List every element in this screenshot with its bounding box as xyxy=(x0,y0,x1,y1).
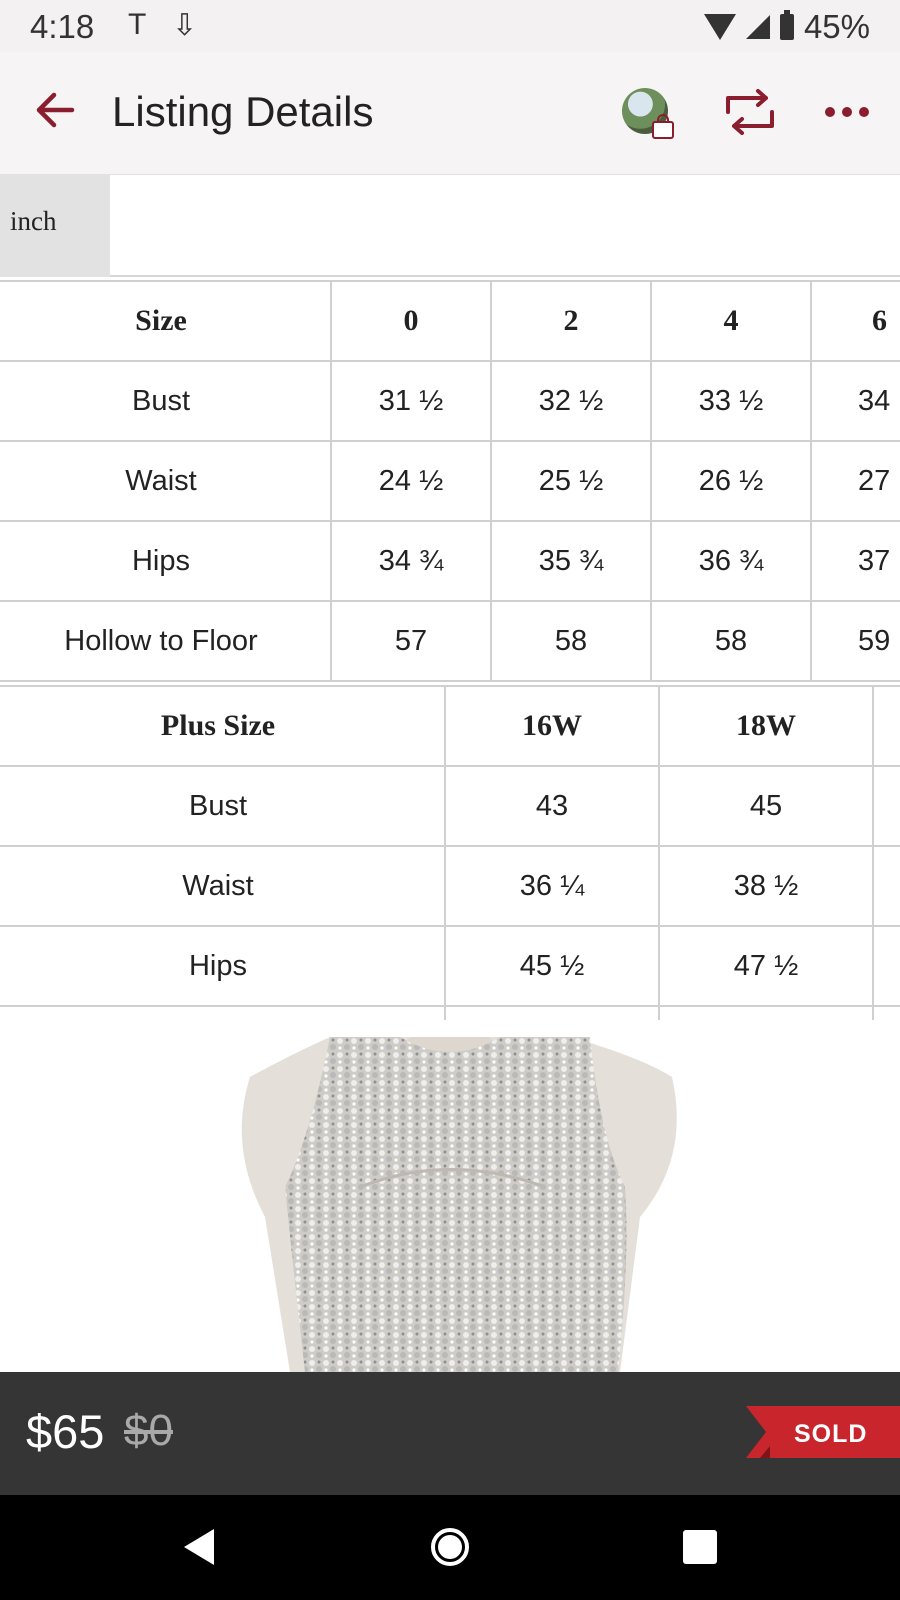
table-cell: 45 ½ xyxy=(445,926,659,1006)
table-cell: 36 ¼ xyxy=(445,846,659,926)
row-label: Bust xyxy=(0,766,445,846)
table-cell: 43 xyxy=(445,766,659,846)
table-cell: 45 xyxy=(659,766,873,846)
table-cell: 26 ½ xyxy=(651,441,811,521)
dress-illustration xyxy=(0,1037,900,1372)
table-cell: 58 xyxy=(651,601,811,681)
table-cell: 59 xyxy=(811,601,900,681)
table-cell: 58 xyxy=(491,601,651,681)
table-header-cell: 4 xyxy=(651,281,811,361)
row-label: Hollow to Floor xyxy=(0,601,331,681)
row-label: Waist xyxy=(0,846,445,926)
table-row xyxy=(0,846,900,926)
nav-recents-button[interactable] xyxy=(678,1525,722,1569)
table-cell: 24 ½ xyxy=(331,441,491,521)
unit-label: inch xyxy=(0,175,110,277)
table-cell xyxy=(873,766,900,846)
nav-home-button[interactable] xyxy=(428,1525,472,1569)
row-label: Bust xyxy=(0,361,331,441)
table-cell: 33 ½ xyxy=(651,361,811,441)
nav-back-button[interactable] xyxy=(178,1525,222,1569)
divider xyxy=(110,275,900,277)
table-header-cell xyxy=(873,686,900,766)
back-arrow-icon xyxy=(28,80,88,140)
notification-t-icon: T xyxy=(128,8,147,41)
original-price: $0 xyxy=(124,1406,173,1455)
table-cell xyxy=(873,926,900,1006)
table-row xyxy=(0,766,900,846)
table-row xyxy=(0,926,900,1006)
home-circle-icon xyxy=(428,1525,472,1569)
table-cell xyxy=(873,846,900,926)
table-row xyxy=(0,521,900,601)
battery-level: 45% xyxy=(803,8,870,45)
table-header-cell: 16W xyxy=(445,686,659,766)
row-label: Hips xyxy=(0,521,331,601)
back-triangle-icon xyxy=(178,1525,222,1569)
size-chart-image[interactable] xyxy=(0,175,900,1037)
app-header xyxy=(0,52,900,175)
system-nav-bar xyxy=(0,1495,900,1600)
table-header-cell: Plus Size xyxy=(0,686,445,766)
dress-photo[interactable] xyxy=(0,1037,900,1372)
table-header-cell: Size xyxy=(0,281,331,361)
table-cell: 36 ¾ xyxy=(651,521,811,601)
table-row xyxy=(0,281,900,361)
sold-badge: SOLD xyxy=(794,1420,868,1448)
table-header-cell: 2 xyxy=(491,281,651,361)
wifi-icon xyxy=(704,14,736,40)
page-title: Listing Details xyxy=(112,88,374,135)
status-bar xyxy=(0,0,900,52)
table-header-cell: 0 xyxy=(331,281,491,361)
table-row xyxy=(0,361,900,441)
table-cell: 31 ½ xyxy=(331,361,491,441)
signal-icon xyxy=(746,15,770,39)
status-time: 4:18 xyxy=(30,8,95,45)
table-cell: 35 ¾ xyxy=(491,521,651,601)
table-row xyxy=(0,601,900,681)
battery-icon xyxy=(780,14,794,40)
table-cell: 34 ¾ xyxy=(331,521,491,601)
recents-square-icon xyxy=(678,1525,722,1569)
table-cell: 32 ½ xyxy=(491,361,651,441)
table-cell: 27 xyxy=(811,441,900,521)
table-row xyxy=(0,441,900,521)
table-cell: 34 xyxy=(811,361,900,441)
table-cell: 57 xyxy=(331,601,491,681)
table-cell: 25 ½ xyxy=(491,441,651,521)
table-row xyxy=(0,1006,900,1020)
listing-price: $65 xyxy=(26,1405,105,1458)
row-label: Hips xyxy=(0,926,445,1006)
row-label: Waist xyxy=(0,441,331,521)
more-options-button[interactable] xyxy=(822,92,872,132)
standard-size-table xyxy=(0,280,900,682)
status-indicators xyxy=(704,8,870,46)
plus-size-table xyxy=(0,685,900,1020)
table-row xyxy=(0,686,900,766)
table-cell: 38 ½ xyxy=(659,846,873,926)
table-cell: 47 ½ xyxy=(659,926,873,1006)
back-button[interactable] xyxy=(28,80,88,140)
price-bar xyxy=(0,1372,900,1495)
table-header-cell: 6 xyxy=(811,281,900,361)
shopping-bag-icon xyxy=(650,114,676,140)
table-header-cell: 18W xyxy=(659,686,873,766)
repost-icon xyxy=(722,88,778,136)
more-icon xyxy=(822,92,872,132)
table-cell: 37 xyxy=(811,521,900,601)
download-icon: ⇩ xyxy=(172,9,198,42)
repost-button[interactable] xyxy=(722,88,778,136)
